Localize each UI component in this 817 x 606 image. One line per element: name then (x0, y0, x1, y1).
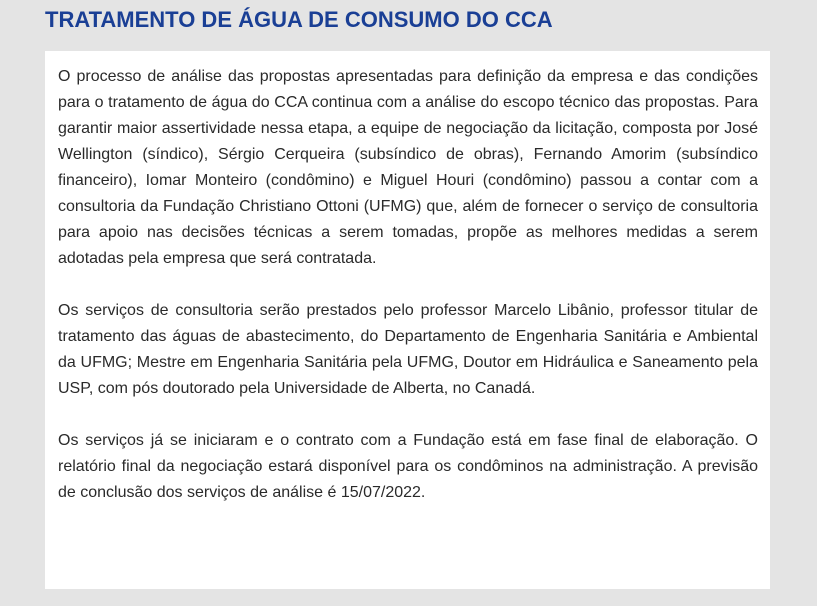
paragraph-evaluation-process: O processo de análise das propostas apresentadas para definição da empresa e das condições para o tratamento de água do CCA continua com a análise do escopo técnico das propostas. Para garantir maior assertividade nessa etapa, a equipe de negociação da licitação, composta por José Wellington (síndico), Sérgio Cerqueira (subsíndico de obras), Fernando Amorim (subsíndico financeiro), Iomar Monteiro (condômino) e Miguel Houri (condômino) passou a contar com a consultoria da Fundação Christiano Ottoni (UFMG) que, além de fornecer o serviço de consultoria para apoio nas decisões técnicas a serem tomadas, propõe as melhores medidas a serem adotadas pela empresa que será contratada. (58, 68, 758, 267)
paragraph-consultant-profile: Os serviços de consultoria serão prestados pelo professor Marcelo Libânio, professor titular de tratamento das águas de abastecimento, do Departamento de Engenharia Sanitária e Ambiental da UFMG; Mestre em Engenharia Sanitária pela UFMG, Doutor em Hidráulica e Saneamento pela USP, com pós doutorado pela Universidade de Alberta, no Canadá. (58, 302, 758, 397)
page-title: TRATAMENTO DE ÁGUA DE CONSUMO DO CCA (45, 7, 553, 32)
paragraph-status-and-deadline: Os serviços já se iniciaram e o contrato com a Fundação está em fase final de elaboração. O relatório final da negociação estará disponível para os condôminos na administração. A previsão de conclusão dos serviços de análise é 15/07/2022. (58, 432, 758, 501)
article-body (45, 51, 770, 589)
